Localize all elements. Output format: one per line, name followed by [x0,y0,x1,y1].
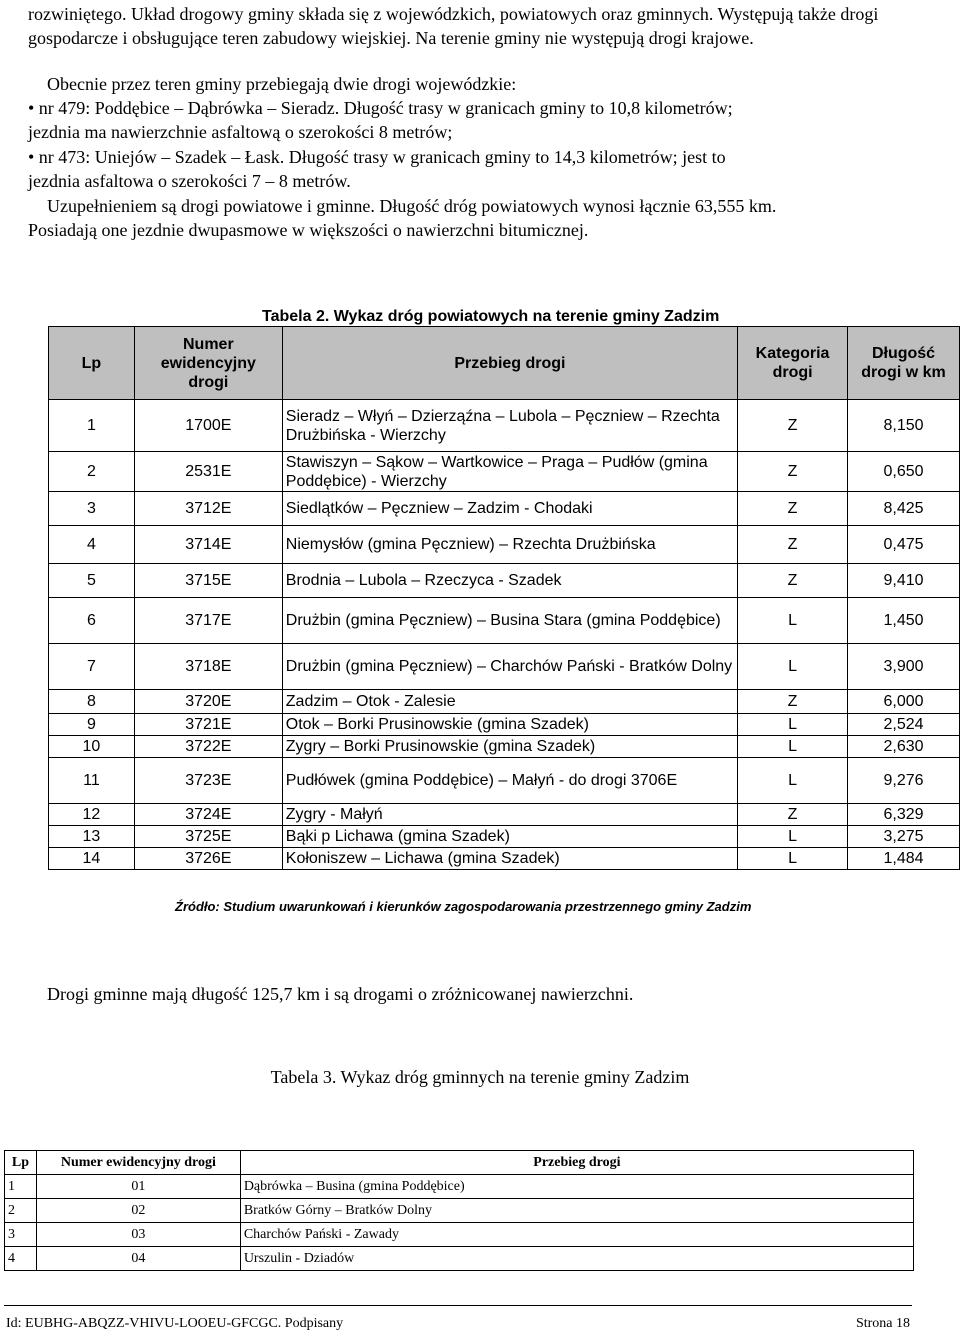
table3-cell-route: Bratków Górny – Bratków Dolny [240,1199,913,1223]
table2-cell-route: Brodnia – Lubola – Rzeczyca - Szadek [282,564,737,598]
table2-cell-category: Z [738,452,848,492]
table3-cell-number: 01 [36,1175,240,1199]
table2-cell-route: Stawiszyn – Sąkow – Wartkowice – Praga – Pudłów (gmina Poddębice) - Wierzchy [282,452,737,492]
table2-row [49,714,960,736]
table3-row [5,1175,914,1199]
table2-cell-route: Otok – Borki Prusinowskie (gmina Szadek) [282,714,737,736]
table2-header-row [49,327,960,400]
table2-cell-number: 3722E [134,736,282,758]
table2-cell-category: L [738,848,848,870]
table2-cell-category: L [738,598,848,644]
table2-cell-number: 3723E [134,758,282,804]
table2-cell-category: Z [738,400,848,452]
footer-document-id: Id: EUBHG-ABQZZ-VHIVU-LOOEU-GFCGC. Podpisany [6,1316,344,1331]
table2-row [49,690,960,714]
table2-cell-number: 2531E [134,452,282,492]
table2-cell-number: 3726E [134,848,282,870]
table2-row [49,848,960,870]
table2-cell-lp: 8 [49,690,135,714]
intro-line-10: Posiadają one jezdnie dwupasmowe w większości o nawierzchni bitumicznej. [28,220,589,240]
table2-row [49,564,960,598]
table2-row [49,400,960,452]
table2-cell-lp: 13 [49,826,135,848]
table2-cell-length: 9,276 [848,758,960,804]
table2-cell-length: 0,475 [848,526,960,564]
table2-cell-route: Siedlątków – Pęczniew – Zadzim - Chodaki [282,492,737,526]
table3-cell-number: 02 [36,1199,240,1223]
table2-cell-lp: 12 [49,804,135,826]
table2-header-lp: Lp [49,327,135,400]
table2-cell-route: Sieradz – Włyń – Dzierząźna – Lubola – Pęczniew – Rzechta Drużbińska - Wierzchy [282,400,737,452]
table2-cell-route: Bąki p Lichawa (gmina Szadek) [282,826,737,848]
table2-cell-length: 6,000 [848,690,960,714]
table2-cell-route: Niemysłów (gmina Pęczniew) – Rzechta Drużbińska [282,526,737,564]
intro-paragraph: rozwiniętego. Układ drogowy gminy składa się z wojewódzkich, powiatowych oraz gminnych. Występują także drogi gospodarcze i obsługujące teren zabudowy wiejskiej. Na terenie gminy nie występują drogi krajowe. [28,4,879,48]
table2-header-length: Długość drogi w km [848,327,960,400]
table3-header-lp: Lp [5,1151,37,1175]
table2-cell-lp: 7 [49,644,135,690]
table2-cell-number: 3720E [134,690,282,714]
table3-cell-lp: 2 [5,1199,37,1223]
table2-cell-lp: 5 [49,564,135,598]
table2-row [49,644,960,690]
table3-row [5,1199,914,1223]
table2-cell-lp: 1 [49,400,135,452]
table3-row [5,1247,914,1271]
table2-cell-lp: 10 [49,736,135,758]
table2-cell-number: 3725E [134,826,282,848]
table2-row [49,826,960,848]
table3-header-route: Przebieg drogi [240,1151,913,1175]
table2-cell-length: 0,650 [848,452,960,492]
table2-cell-length: 9,410 [848,564,960,598]
table2-cell-length: 8,425 [848,492,960,526]
table2-cell-category: Z [738,804,848,826]
table3-cell-route: Dąbrówka – Busina (gmina Poddębice) [240,1175,913,1199]
table2-cell-route: Pudłówek (gmina Poddębice) – Małyń - do drogi 3706E [282,758,737,804]
table2-cell-category: L [738,714,848,736]
table2-cell-category: Z [738,526,848,564]
table2-cell-number: 3712E [134,492,282,526]
table2-row [49,804,960,826]
table2-cell-number: 3721E [134,714,282,736]
table3-header-number: Numer ewidencyjny drogi [36,1151,240,1175]
table2-header-number: Numer ewidencyjny drogi [134,327,282,400]
table2-cell-lp: 9 [49,714,135,736]
table2-header-route: Przebieg drogi [282,327,737,400]
table2-cell-route: Zygry - Małyń [282,804,737,826]
table2-cell-lp: 3 [49,492,135,526]
table2-title: Tabela 2. Wykaz dróg powiatowych na terenie gminy Zadzim [262,308,720,325]
table2-row [49,452,960,492]
intro-line-8: jezdnia asfaltowa o szerokości 7 – 8 metrów. [28,171,351,191]
intro-line-7: • nr 473: Uniejów – Szadek – Łask. Długość trasy w granicach gminy to 14,3 kilometrów; jest to [28,147,726,167]
table2-source-note: Źródło: Studium uwarunkowań i kierunków zagospodarowania przestrzennego gminy Zadzim [175,899,752,914]
table2-cell-route: Drużbin (gmina Pęczniew) – Busina Stara (gmina Poddębice) [282,598,737,644]
table2-cell-lp: 4 [49,526,135,564]
table3-cell-lp: 3 [5,1223,37,1247]
intro-line-9: Uzupełnieniem są drogi powiatowe i gminne. Długość dróg powiatowych wynosi łącznie 63,555 km. [47,196,777,216]
table2-row [49,526,960,564]
table2-cell-category: L [738,736,848,758]
table2-cell-length: 8,150 [848,400,960,452]
table2-cell-route: Kołoniszew – Lichawa (gmina Szadek) [282,848,737,870]
table2-cell-length: 2,630 [848,736,960,758]
table2-cell-category: L [738,644,848,690]
table2-row [49,492,960,526]
table2-row [49,758,960,804]
table2-cell-number: 3717E [134,598,282,644]
footer-page-number: Strona 18 [855,1316,910,1331]
table2-cell-number: 3714E [134,526,282,564]
footer-divider [4,1305,912,1306]
table3 [4,1150,914,1271]
table2-row [49,598,960,644]
table2-cell-route: Drużbin (gmina Pęczniew) – Charchów Pański - Bratków Dolny [282,644,737,690]
table3-cell-number: 03 [36,1223,240,1247]
table3-title: Tabela 3. Wykaz dróg gminnych na terenie gminy Zadzim [270,1067,690,1087]
table2-cell-lp: 14 [49,848,135,870]
table2-cell-lp: 6 [49,598,135,644]
table3-cell-route: Charchów Pański - Zawady [240,1223,913,1247]
table3-header-row [5,1151,914,1175]
table2-cell-category: Z [738,690,848,714]
table2-cell-lp: 11 [49,758,135,804]
table2-row [49,736,960,758]
intro-line-5: • nr 479: Poddębice – Dąbrówka – Sieradz. Długość trasy w granicach gminy to 10,8 kilometrów; [28,98,733,118]
table2 [48,326,960,870]
table3-cell-lp: 1 [5,1175,37,1199]
table2-cell-length: 2,524 [848,714,960,736]
intro-line-6: jezdnia ma nawierzchnie asfaltową o szerokości 8 metrów; [28,122,453,142]
table2-cell-number: 3724E [134,804,282,826]
table3-cell-route: Urszulin - Dziadów [240,1247,913,1271]
table2-cell-route: Zygry – Borki Prusinowskie (gmina Szadek) [282,736,737,758]
table2-cell-route: Zadzim – Otok - Zalesie [282,690,737,714]
table2-cell-length: 3,900 [848,644,960,690]
table2-cell-length: 1,484 [848,848,960,870]
table2-header-category: Kategoria drogi [738,327,848,400]
table2-cell-category: Z [738,492,848,526]
table2-cell-length: 6,329 [848,804,960,826]
table3-cell-lp: 4 [5,1247,37,1271]
table3-cell-number: 04 [36,1247,240,1271]
table2-cell-lp: 2 [49,452,135,492]
gminne-text: Drogi gminne mają długość 125,7 km i są drogami o zróżnicowanej nawierzchni. [47,984,634,1004]
table2-cell-length: 3,275 [848,826,960,848]
table2-cell-number: 3718E [134,644,282,690]
table2-cell-number: 3715E [134,564,282,598]
table2-cell-length: 1,450 [848,598,960,644]
table2-cell-number: 1700E [134,400,282,452]
table2-cell-category: L [738,826,848,848]
table2-cell-category: Z [738,564,848,598]
table3-row [5,1223,914,1247]
intro-line-4: Obecnie przez teren gminy przebiegają dwie drogi wojewódzkie: [47,74,517,94]
table2-cell-category: L [738,758,848,804]
